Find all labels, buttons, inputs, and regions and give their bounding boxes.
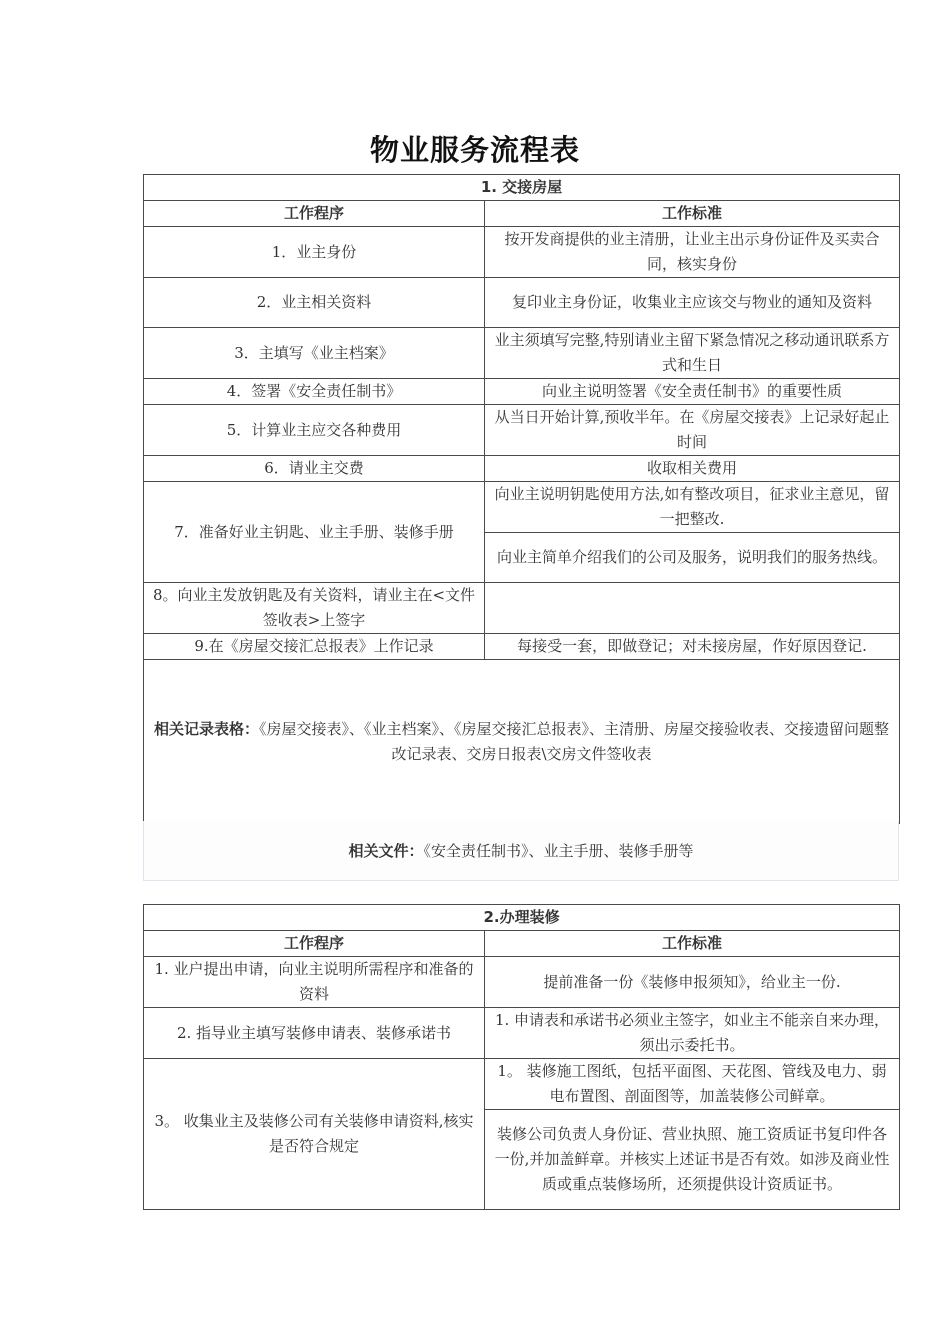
related-records-text: 《房屋交接表》、《业主档案》、《房屋交接汇总报表》、主清册、房屋交接验收表、交接遗留问题整改记录表、交房日报表\交房文件签收表	[259, 719, 890, 763]
procedure-cell: 2．业主相关资料	[144, 278, 485, 328]
procedure-cell: 6．请业主交费	[144, 456, 485, 482]
standard-cell: 向业主简单介绍我们的公司及服务，说明我们的服务热线。	[485, 533, 900, 583]
related-records	[144, 660, 900, 824]
standard-cell: 1. 申请表和承诺书必须业主签字，如业主不能亲自来办理，须出示委托书。	[485, 1008, 900, 1059]
col-standard-header: 工作标准	[485, 201, 900, 227]
col-procedure-header: 工作程序	[144, 931, 485, 957]
standard-cell: 1。 装修施工图纸，包括平面图、天花图、管线及电力、弱电布置图、剖面图等，加盖装修公司鲜章。	[485, 1059, 900, 1110]
section2-table	[143, 904, 900, 1210]
standard-cell: 从当日开始计算,预收半年。在《房屋交接表》上记录好起止时间	[485, 405, 900, 456]
section1-heading: 1. 交接房屋	[144, 175, 900, 201]
standard-cell: 业主须填写完整,特别请业主留下紧急情况之移动通讯联系方式和生日	[485, 328, 900, 379]
procedure-cell: 7．准备好业主钥匙、业主手册、装修手册	[144, 482, 485, 583]
page-title: 物业服务流程表	[369, 133, 580, 167]
standard-cell: 每接受一套，即做登记；对未接房屋，作好原因登记.	[485, 634, 900, 660]
procedure-cell: 2. 指导业主填写装修申请表、装修承诺书	[144, 1008, 485, 1059]
procedure-cell: 5．计算业主应交各种费用	[144, 405, 485, 456]
related-files-text: 《安全责任制书》、业主手册、装修手册等	[423, 842, 694, 860]
standard-cell: 向业主说明签署《安全责任制书》的重要性质	[485, 379, 900, 405]
section1-table	[143, 174, 900, 824]
col-standard-header: 工作标准	[485, 931, 900, 957]
standard-cell: 装修公司负责人身份证、营业执照、施工资质证书复印件各一份,并加盖鲜章。并核实上述证书是否有效。如涉及商业性质或重点装修场所，还须提供设计资质证书。	[485, 1110, 900, 1210]
standard-cell: 提前准备一份《装修申报须知》，给业主一份.	[485, 957, 900, 1008]
procedure-cell: 9.在《房屋交接汇总报表》上作记录	[144, 634, 485, 660]
section2-heading: 2.办理装修	[144, 905, 900, 931]
standard-cell	[485, 583, 900, 634]
procedure-cell: 1．业主身份	[144, 227, 485, 278]
procedure-cell: 3。 收集业主及装修公司有关装修申请资料,核实是否符合规定	[144, 1059, 485, 1210]
standard-cell: 复印业主身份证，收集业主应该交与物业的通知及资料	[485, 278, 900, 328]
related-records-label: 相关记录表格：	[153, 719, 259, 738]
procedure-cell: 8。向业主发放钥匙及有关资料，请业主在<文件签收表>上签字	[144, 583, 485, 634]
related-files-label: 相关文件：	[348, 842, 424, 860]
standard-cell: 向业主说明钥匙使用方法,如有整改项目，征求业主意见，留一把整改.	[485, 482, 900, 533]
procedure-cell: 4．签署《安全责任制书》	[144, 379, 485, 405]
standard-cell: 按开发商提供的业主清册，让业主出示身份证件及买卖合同，核实身份	[485, 227, 900, 278]
procedure-cell: 1. 业户提出申请，向业主说明所需程序和准备的资料	[144, 957, 485, 1008]
related-files	[143, 821, 899, 881]
standard-cell: 收取相关费用	[485, 456, 900, 482]
col-procedure-header: 工作程序	[144, 201, 485, 227]
procedure-cell: 3．主填写《业主档案》	[144, 328, 485, 379]
